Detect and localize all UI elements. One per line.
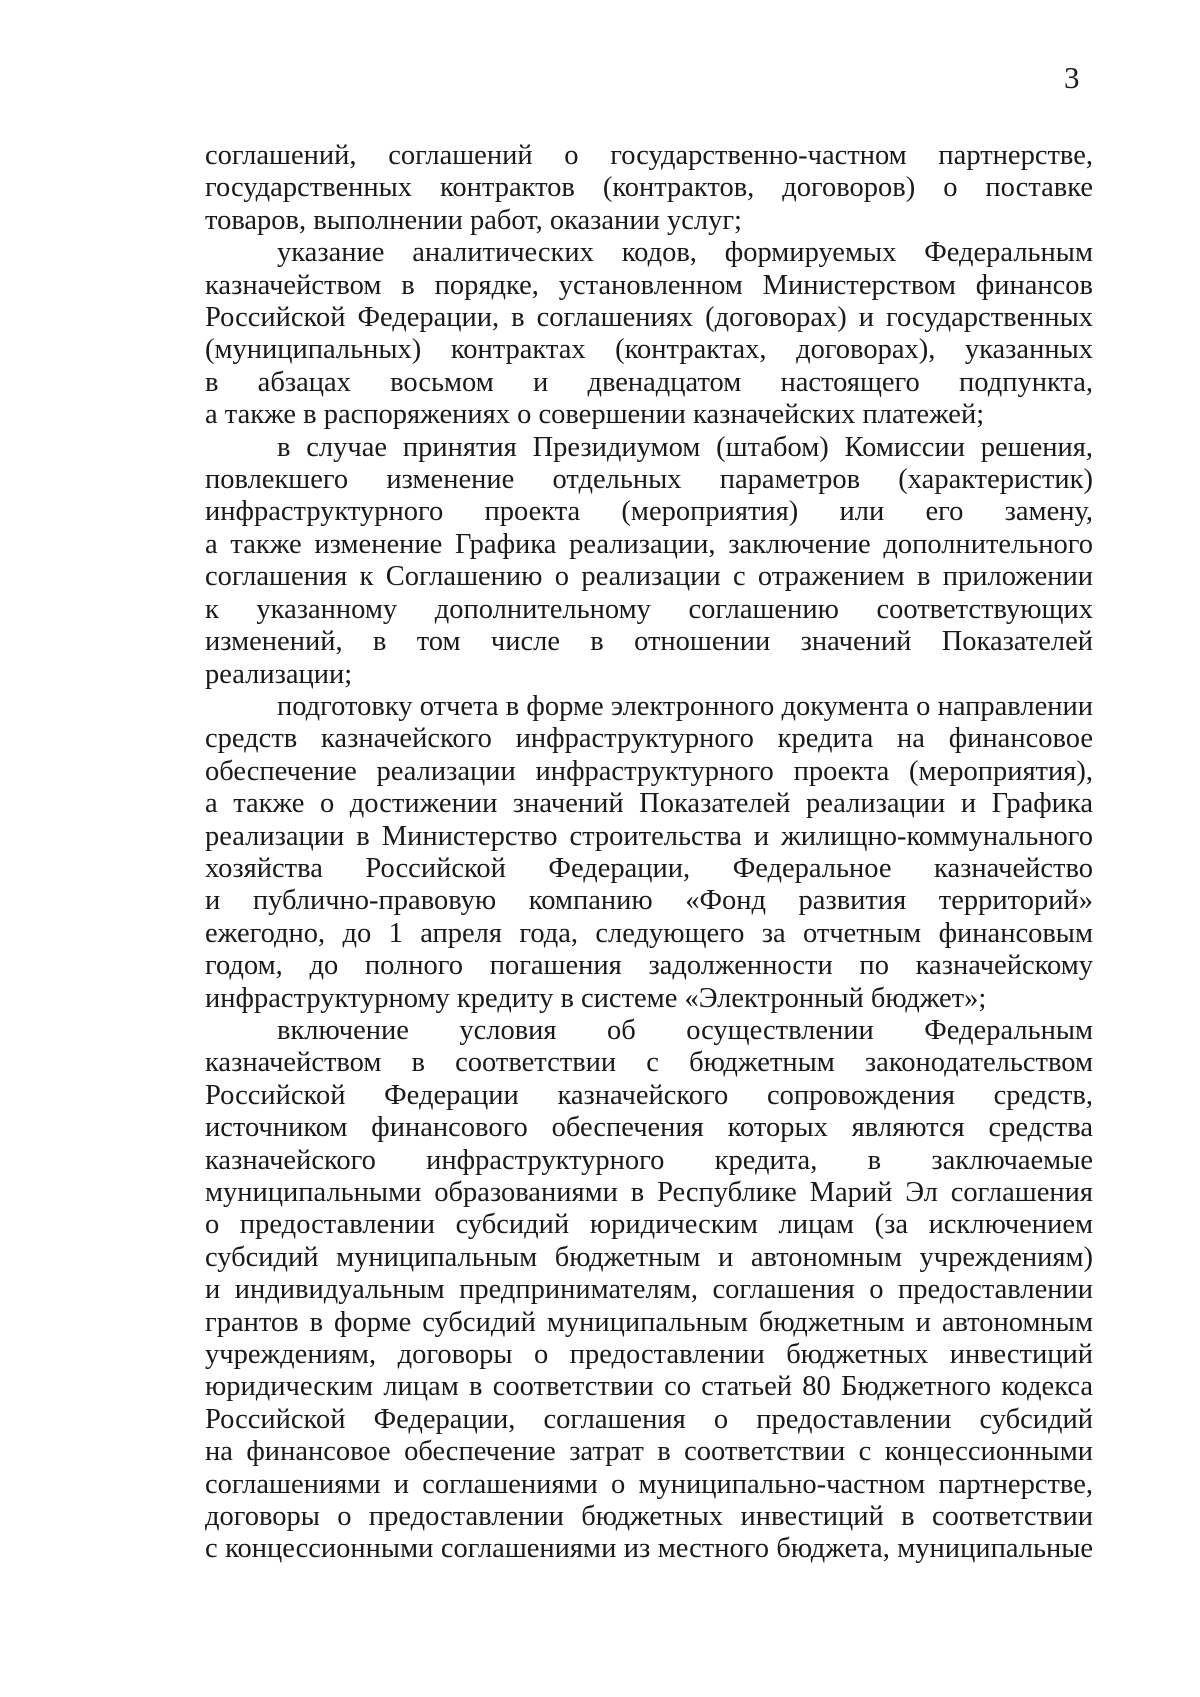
document-body [205,140,1093,1566]
text-line: грантов в форме субсидий муниципальным бюджетным и автономным [205,1306,1093,1338]
text-line: а также изменение Графика реализации, заключение дополнительного [205,528,1093,560]
paragraph [205,140,1093,237]
text-line: Российской Федерации, в соглашениях (договорах) и государственных [205,302,1093,334]
paragraph [205,691,1093,1015]
text-line: к указанному дополнительному соглашению соответствующих [205,593,1093,625]
paragraph [205,1015,1093,1566]
text-line: изменений, в том числе в отношении значений Показателей [205,626,1093,658]
text-line: реализации в Министерство строительства и жилищно-коммунального [205,820,1093,852]
text-line: обеспечение реализации инфраструктурного проекта (мероприятия), [205,755,1093,787]
text-line: инфраструктурному кредиту в системе «Электронный бюджет»; [205,982,987,1014]
text-line: на финансовое обеспечение затрат в соответствии с концессионными [205,1436,1093,1468]
text-line: и индивидуальным предпринимателям, соглашения о предоставлении [205,1274,1093,1306]
text-line: а также о достижении значений Показателей реализации и Графика [205,788,1093,820]
text-line: подготовку отчета в форме электронного документа о направлении [277,690,1093,722]
text-line: реализации; [205,658,353,690]
text-line: казначейством в порядке, установленном Министерством финансов [205,269,1093,301]
text-line: ежегодно, до 1 апреля года, следующего за отчетным финансовым [205,917,1093,949]
paragraph [205,432,1093,691]
text-line: учреждениям, договоры о предоставлении бюджетных инвестиций [205,1339,1093,1371]
text-line: соглашения к Соглашению о реализации с отражением в приложении [205,561,1093,593]
text-line: о предоставлении субсидий юридическим лицам (за исключением [205,1209,1093,1241]
text-line: договоры о предоставлении бюджетных инвестиций в соответствии [205,1501,1093,1533]
text-line: субсидий муниципальным бюджетным и автономным учреждениям) [205,1241,1093,1273]
text-line: с концессионными соглашениями из местного бюджета, муниципальные [205,1533,1093,1565]
text-line: повлекшего изменение отдельных параметров (характеристик) [205,464,1093,496]
text-line: и публично-правовую компанию «Фонд развития территорий» [205,885,1093,917]
text-line: (муниципальных) контрактах (контрактах, договорах), указанных [205,334,1093,366]
text-line: указание аналитических кодов, формируемых Федеральным [277,237,1093,269]
text-line: казначейского инфраструктурного кредита, в заключаемые [205,1144,1093,1176]
text-line: соглашений, соглашений о государственно-частном партнерстве, [205,140,1093,171]
text-line: средств казначейского инфраструктурного кредита на финансовое [205,723,1093,755]
text-line: Российской Федерации казначейского сопровождения средств, [205,1079,1093,1111]
text-line: включение условия об осуществлении Федеральным [277,1014,1093,1046]
text-line: в случае принятия Президиумом (штабом) Комиссии решения, [277,431,1093,463]
paragraph [205,237,1093,431]
text-line: источником финансового обеспечения которых являются средства [205,1112,1093,1144]
text-line: юридическим лицам в соответствии со статьей 80 Бюджетного кодекса [205,1371,1093,1403]
text-line: инфраструктурного проекта (мероприятия) или его замену, [205,496,1093,528]
text-line: казначейством в соответствии с бюджетным законодательством [205,1047,1093,1079]
text-line: а также в распоряжениях о совершении казначейских платежей; [205,399,985,431]
page-number: 3 [1064,60,1080,95]
text-line: хозяйства Российской Федерации, Федеральное казначейство [205,852,1093,884]
text-line: в абзацах восьмом и двенадцатом настоящего подпункта, [205,366,1093,398]
text-line: муниципальными образованиями в Республике Марий Эл соглашения [205,1177,1093,1208]
text-line: Российской Федерации, соглашения о предоставлении субсидий [205,1403,1093,1435]
text-line: товаров, выполнении работ, оказании услуг; [205,204,742,236]
text-line: соглашениями и соглашениями о муниципально-частном партнерстве, [205,1468,1093,1500]
text-line: годом, до полного погашения задолженности по казначейскому [205,950,1093,982]
text-line: государственных контрактов (контрактов, договоров) о поставке [205,172,1093,204]
